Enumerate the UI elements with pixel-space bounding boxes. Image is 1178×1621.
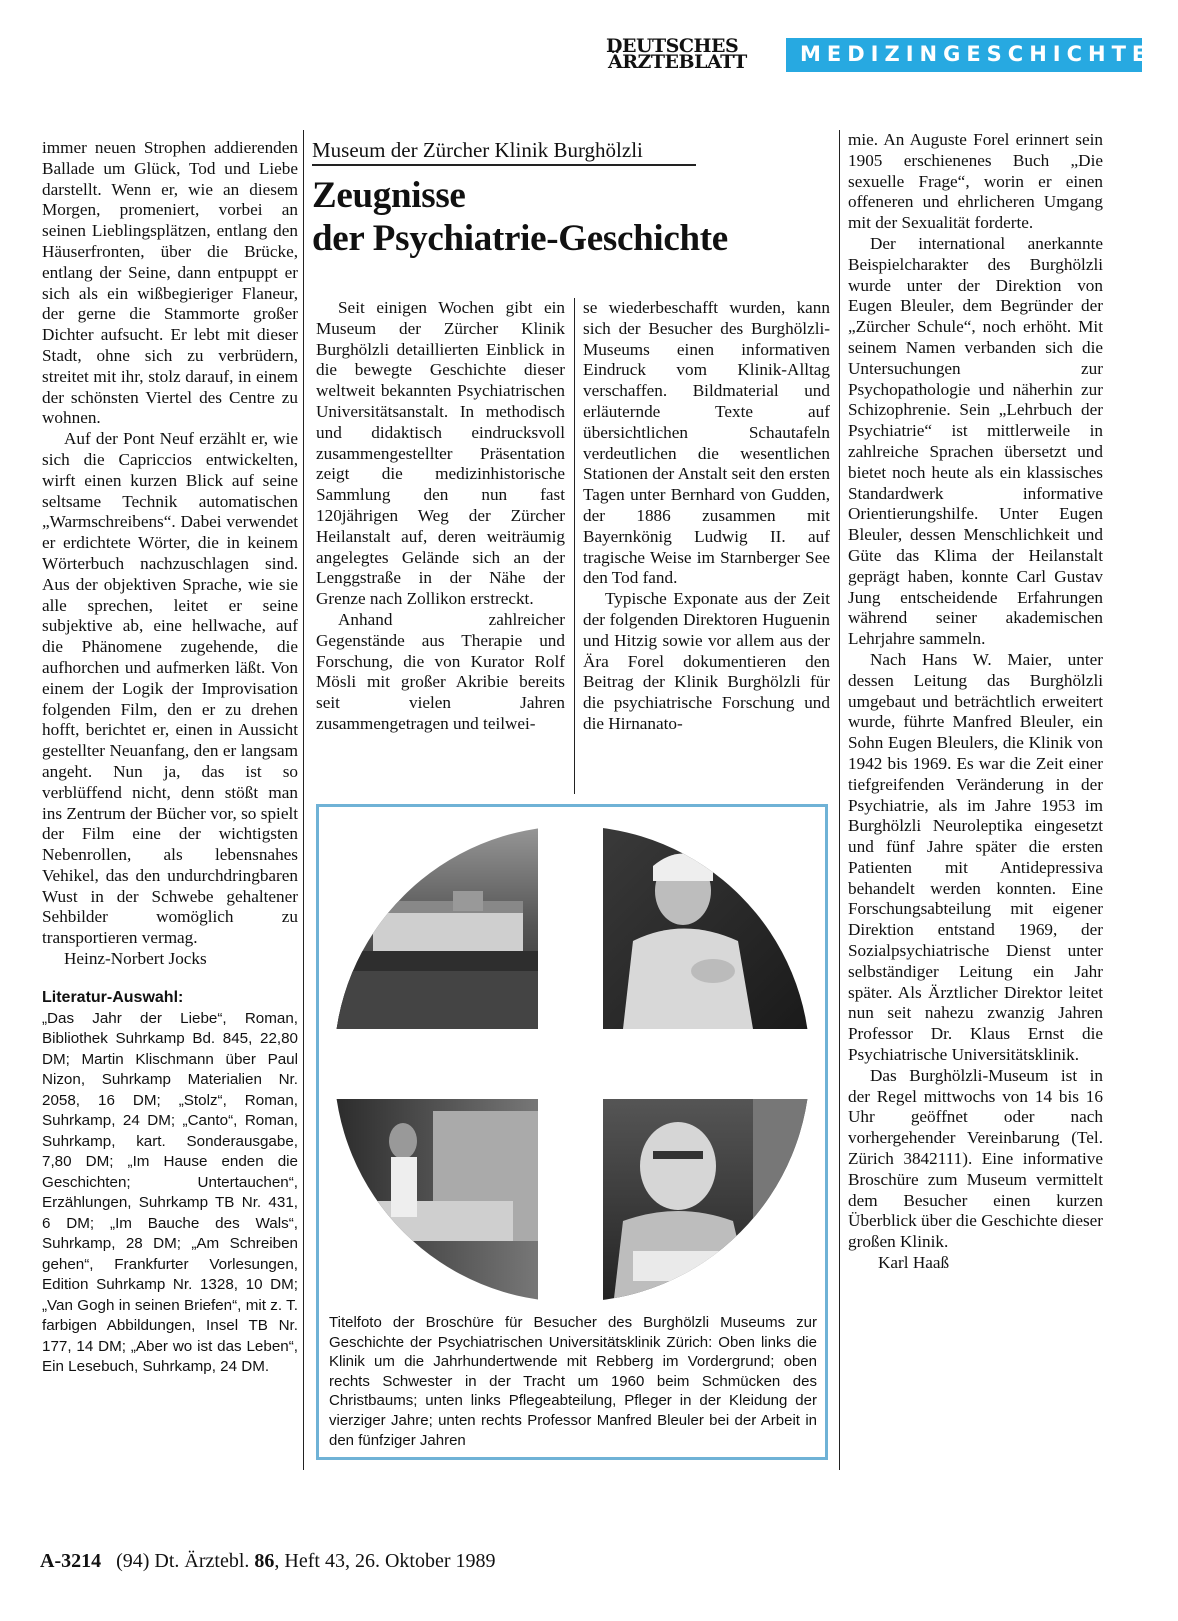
kicker-rule bbox=[312, 164, 696, 166]
photo-caption: Titelfoto der Broschüre für Besucher des Burghölzli Museums zur Geschichte der Psychiatrischen Universitätsklinik Zürich: Oben links die Klinik um die Jahrhundertwende mit Rebberg im Vordergrund; oben rechts Schwester in der Tracht um 1960 beim Schmücken des Christbaums; unten links Pflegeabteilung, Pfleger in der Kleidung der vierziger Jahre; unten rechts Professor Manfred Bleuler bei der Arbeit in den fünfziger Jahren bbox=[329, 1314, 817, 1449]
literature-heading: Literatur-Auswahl: bbox=[42, 988, 184, 1006]
col3-paragraph-4: Das Burghölzli-Museum ist in der Regel mittwochs von 14 bis 16 Uhr geöffnet oder nach vorhergehender Vereinbarung (Tel. Zürich 3842111). Eine informative Broschüre zum Museum vermittelt dem Besucher einen kurzen Überblick über die Geschichte dieser großen Klinik. bbox=[848, 1065, 1103, 1252]
section-label: MEDIZINGESCHICHTE bbox=[800, 42, 1153, 66]
col3-paragraph-1: mie. An Auguste Forel erinnert sein 1905 erschienenes Buch „Die sexuelle Frage“, worin er einen offeneren und ehrlicheren Umgang mit der Sexualität forderte. bbox=[848, 130, 1103, 233]
footer-volume: 86 bbox=[254, 1550, 275, 1572]
photo-nurse bbox=[603, 821, 811, 1029]
col2-paragraph-2: Typische Exponate aus der Zeit der folgenden Direktoren Huguenin und Hitzig sowie vor allem aus der Ära Forel dokumentieren den Beitrag der Klinik Burghölzli für die psychiatrische Forschung und die Hirnanato- bbox=[583, 589, 830, 733]
journal-logo bbox=[606, 35, 776, 73]
photo-professor bbox=[603, 1099, 811, 1307]
col2-paragraph-1: se wiederbeschafft wurden, kann sich der Besucher des Burghölzli-Museums einen informativen Eindruck vom Klinik-Alltag verschaffen. Bildmaterial und erläuternde Texte auf übersichtlichen Schautafeln verdeutlichen die wesentlichen Stationen der Anstalt seit den ersten Tagen unter Bernhard von Gudden, der 1886 zusammen mit Bayernkönig Ludwig II. auf tragische Weise im Starnberger See den Tod fand. bbox=[583, 298, 830, 588]
article-column-3 bbox=[848, 130, 1103, 1274]
article-headline bbox=[312, 174, 852, 260]
article-column-1 bbox=[316, 298, 565, 735]
left-paragraph-2: Auf der Pont Neuf erzählt er, wie sich die Capriccios entwickelten, wirft einen kurzen Blick auf seine seltsame Technik automatischen „Warmschreibens“. Dabei verwendet er erdichtete Wörter, die in keinem Wörterbuch nachzuschlagen sind. Aus der objektiven Sprache, wie sie alle sprechen, leitet er seine subjektive ab, eine hellwache, auf die Phänomene zugehende, die aufhorchen und aufmerken läßt. Von einem der Logik der Improvisation folgenden Film, den er zu drehen hofft, berichtet er, einen in Aussicht gestellter Neuanfang, den er langsam angeht. Nun ja, das ist so verblüffend nicht, denn stößt man ins Zentrum der Bücher vor, so spielt der Film eine der wichtigsten Nebenrollen, als lebensnahes Vehikel, das den undurchdringbaren Wust in der Schwebe gehaltener Sehbilder womöglich zu transportieren vermag. bbox=[42, 429, 298, 948]
column-divider-3 bbox=[839, 130, 840, 1470]
photo-box bbox=[316, 804, 828, 1460]
col3-paragraph-3: Nach Hans W. Maier, unter dessen Leitung das Burghölzli umgebaut und beträchtlich erweitert wurde, führte Manfred Bleuler, ein Sohn Eugen Bleulers, die Klinik von 1942 bis 1969. Es war die Zeit einer tiefgreifenden Veränderung in der Psychiatrie, als im Jahre 1953 im Burghölzli Neuroleptika eingesetzt und fünf Jahre später die ersten Patienten mit Antidepressiva behandelt werden konnten. Eine Forschungsabteilung mit eigener Direktion entstand 1969, der Sozialpsychiatrische Dienst unter selbständiger Leitung ein Jahr später. Als Ärztlicher Direktor leitet nun seit nahezu zwanzig Jahren Professor Dr. Klaus Ernst die Psychiatrische Universitätsklinik. bbox=[848, 649, 1103, 1065]
footer-journal: (94) Dt. Ärztebl. bbox=[116, 1550, 250, 1572]
footer-issue: , Heft 43, 26. Oktober 1989 bbox=[274, 1550, 496, 1572]
logo-line-1: DEUTSCHES bbox=[606, 35, 739, 57]
left-signature: Heinz-Norbert Jocks bbox=[64, 949, 207, 969]
literature-list: „Das Jahr der Liebe“, Roman, Bibliothek Suhrkamp Bd. 845, 22,80 DM; Martin Klischmann über Paul Nizon, Suhrkamp Materialien Nr. 2058, 16 DM; „Stolz“, Roman, Suhrkamp, 24 DM; „Canto“, Roman, Suhrkamp, kart. Sonderausgabe, 7,80 DM; „Im Hause enden die Geschichten; Untertauchen“, Erzählungen, Suhrkamp TB Nr. 431, 6 DM; „Im Bauche des Wals“, Suhrkamp, 28 DM; „Am Schreiben gehen“, Frankfurter Vorlesungen, Edition Suhrkamp Nr. 1328, 10 DM; „Van Gogh in seinen Briefen“, mit z. T. farbigen Abbildungen, Insel TB Nr. 177, 14 DM; „Aber wo ist das Leben“, Ein Lesebuch, Suhrkamp, 24 DM. bbox=[42, 1009, 298, 1376]
col3-paragraph-2: Der international anerkannte Beispielcharakter des Burghölzli wurde unter der Direktion von Eugen Bleuler, dem Begründer der „Zürcher Schule“, noch erhöht. Mit seinem Namen verbanden sich die Untersuchungen zur Psychopathologie und näherhin zur Schizophrenie. Sein „Lehrbuch der Psychiatrie“ ist mittlerweile in zahlreiche Sprachen übersetzt und bietet noch heute als ein klassisches Standardwerk informative Orientierungshilfe. Unter Eugen Bleuler, dessen Menschlichkeit und Güte das Klima der Heilanstalt geprägt haben, konnte Carl Gustav Jung entscheidende Erfahrungen während seiner akademischen Lehrjahre sammeln. bbox=[848, 233, 1103, 649]
photo-clinic-building bbox=[333, 821, 538, 1029]
masthead bbox=[606, 35, 1153, 73]
headline-line-2: der Psychiatrie-Geschichte bbox=[312, 218, 728, 259]
col3-signature: Karl Haaß bbox=[878, 1253, 950, 1273]
logo-line-2: ÄRZTEBLATT bbox=[608, 51, 747, 73]
page-code: A-3214 bbox=[40, 1550, 102, 1572]
left-column bbox=[42, 138, 298, 1378]
column-divider-1 bbox=[303, 130, 304, 1470]
brochure-cover-photo bbox=[333, 821, 811, 1307]
article-column-2 bbox=[583, 298, 830, 735]
section-band bbox=[786, 38, 1153, 72]
column-divider-2 bbox=[574, 298, 575, 794]
headline-line-1: Zeugnisse bbox=[312, 175, 466, 216]
left-paragraph-1: immer neuen Strophen addierenden Ballade um Glück, Tod und Liebe darstellt. Wenn er, wie an diesem Morgen, promeniert, vorbei an seinen Lieblingsplätzen, entlang den Häuserfronten, über die Brücke, entlang der Seine, dann entpuppt er sich als ein wißbegieriger Flaneur, der gerne die Stammorte großer Dichter aufsucht. Er lebt mit dieser Stadt, ohne sich zu verbrüdern, streitet mit ihr, stolz darauf, in einem der schönsten Viertel des Centre zu wohnen. bbox=[42, 138, 298, 428]
article-kicker: Museum der Zürcher Klinik Burghölzli bbox=[312, 138, 643, 162]
page-footer bbox=[40, 1550, 495, 1573]
col1-paragraph-2: Anhand zahlreicher Gegenstände aus Therapie und Forschung, die von Kurator Rolf Mösli mit großer Akribie bereits seit vielen Jahren zusammengetragen und teilwei- bbox=[316, 609, 565, 733]
col1-paragraph-1: Seit einigen Wochen gibt ein Museum der Zürcher Klinik Burghölzli detaillierten Einblick in die bewegte Geschichte dieser weltweit bekannten Psychiatrischen Universitätsanstalt. In methodisch und didaktisch eindrucksvoll zusammengestellter Präsentation zeigt die medizinhistorische Sammlung den nun fast 120jährigen Weg der Zürcher Heilanstalt auf, deren weiträumig angelegtes Gelände sich an der Lenggstraße in der Nähe der Grenze nach Zollikon erstreckt. bbox=[316, 298, 565, 609]
photo-ward bbox=[333, 1099, 538, 1307]
